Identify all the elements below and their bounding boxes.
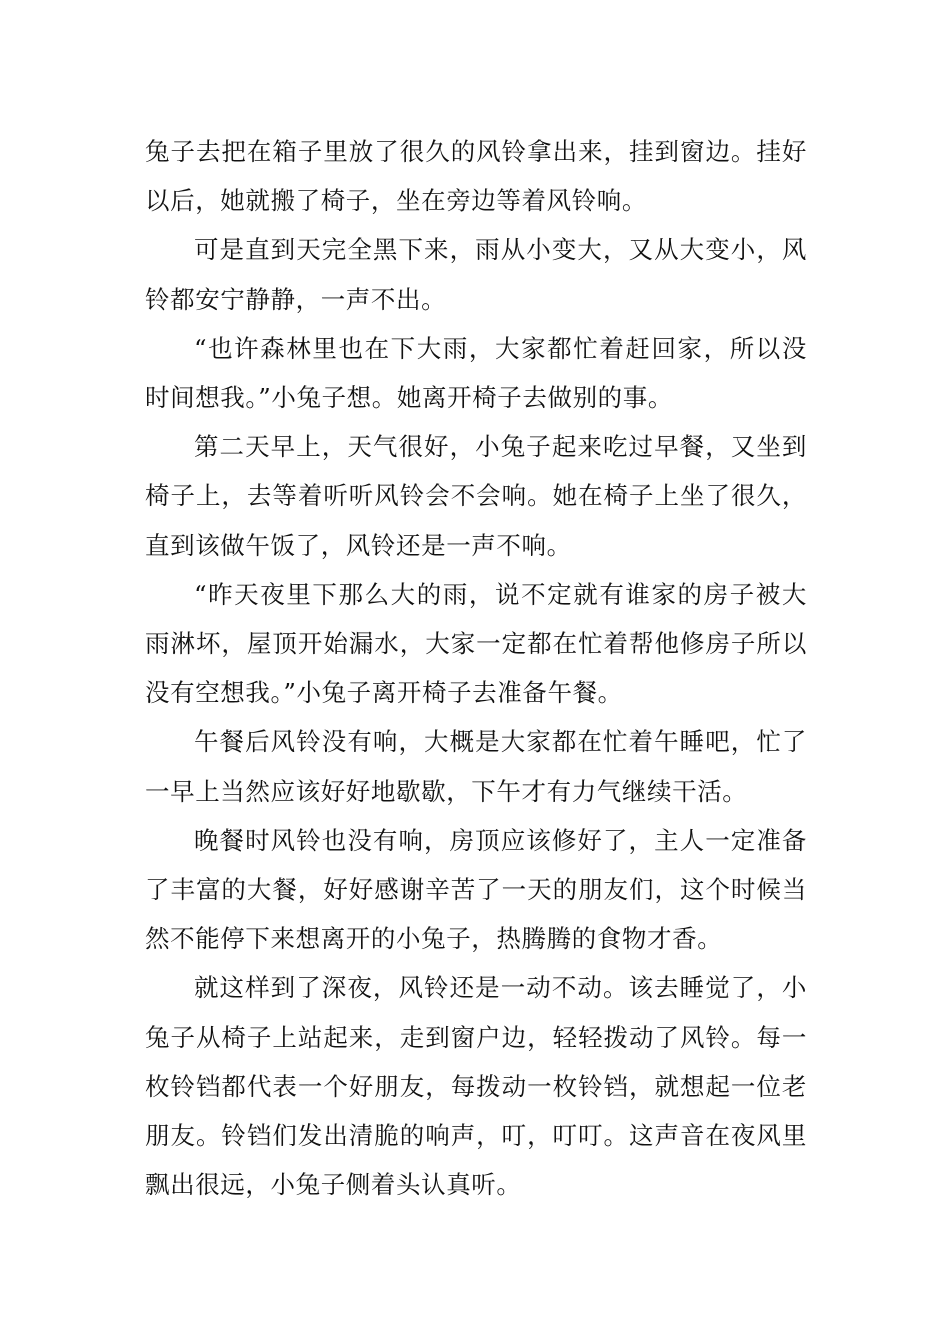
paragraph-7: 晚餐时风铃也没有响，房顶应该修好了，主人一定准备了丰富的大餐，好好感谢辛苦了一天的朋友们，这个时候当然不能停下来想离开的小兔子，热腾腾的食物才香。 (145, 825, 807, 954)
paragraph-1: 兔子去把在箱子里放了很久的风铃拿出来，挂到窗边。挂好以后，她就搬了椅子，坐在旁边等着风铃响。 (145, 137, 807, 216)
paragraph-4: 第二天早上，天气很好，小兔子起来吃过早餐，又坐到椅子上，去等着听听风铃会不会响。她在椅子上坐了很久，直到该做午饭了，风铃还是一声不响。 (145, 432, 807, 560)
story-text (145, 127, 807, 1209)
paragraph-2: 可是直到天完全黑下来，雨从小变大，又从大变小，风铃都安宁静静，一声不出。 (145, 235, 807, 314)
paragraph-5: “昨天夜里下那么大的雨，说不定就有谁家的房子被大雨淋坏，屋顶开始漏水，大家一定都在忙着帮他修房子所以没有空想我。”小兔子离开椅子去准备午餐。 (145, 579, 807, 708)
paragraph-6: 午餐后风铃没有响，大概是大家都在忙着午睡吧，忙了一早上当然应该好好地歇歇，下午才有力气继续干活。 (145, 727, 807, 806)
paragraph-3: “也许森林里也在下大雨，大家都忙着赶回家，所以没时间想我。”小兔子想。她离开椅子去做别的事。 (145, 333, 807, 413)
paragraph-8: 就这样到了深夜，风铃还是一动不动。该去睡觉了，小兔子从椅子上站起来，走到窗户边，轻轻拨动了风铃。每一枚铃铛都代表一个好朋友，每拨动一枚铃铛，就想起一位老朋友。铃铛们发出清脆的响声，叮，叮叮。这声音在夜风里飘出很远，小兔子侧着头认真听。 (145, 973, 807, 1200)
